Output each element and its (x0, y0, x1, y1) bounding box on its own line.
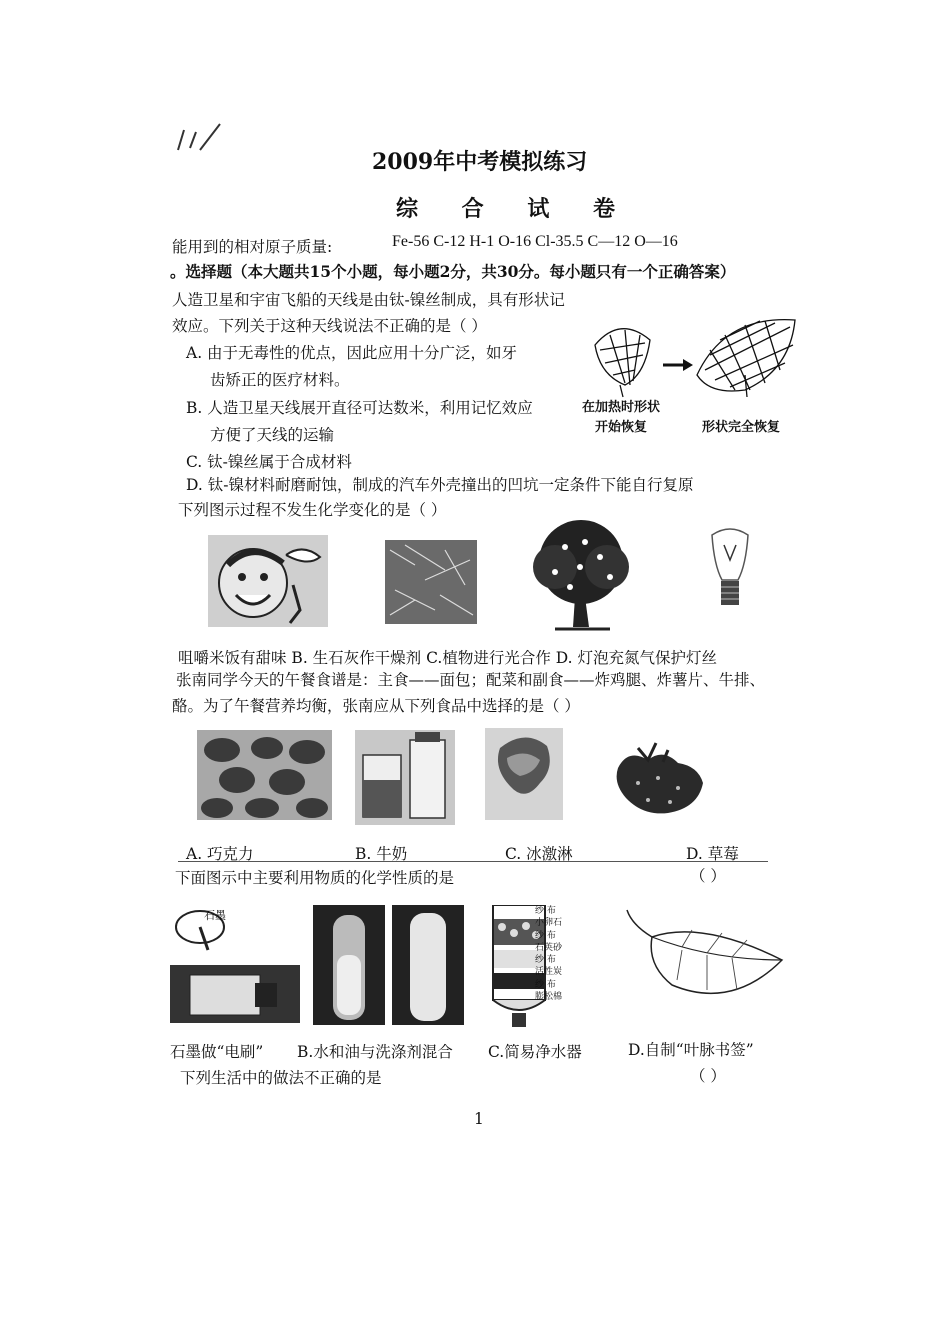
filter-label: 石英砂 (535, 942, 563, 953)
q2-stem: 下列图示过程不发生化学变化的是（ ） (178, 501, 447, 519)
q3-option-d: D. 草莓 (686, 845, 739, 863)
quicklime-image (385, 540, 477, 624)
q3-option-c: C. 冰激淋 (505, 845, 573, 863)
section-heading: 。选择题（本大题共15个小题，每小题2分，共30分。每小题只有一个正确答案） (170, 262, 736, 281)
q1-option-b-line2: 方便了天线的运输 (210, 426, 335, 444)
atomic-mass-values: Fe-56 C-12 H-1 O-16 Cl-35.5 C—12 O—16 (392, 233, 678, 250)
q5-stem: 下列生活中的做法不正确的是 (180, 1069, 382, 1087)
filter-label: 纱 布 (535, 979, 556, 990)
q4-option-b: B.水和油与洗涤剂混合 (297, 1043, 453, 1061)
water-oil-tube-1 (313, 905, 385, 1025)
q4-option-d: D.自制“叶脉书签” (628, 1041, 754, 1059)
filter-label: 纱 布 (535, 955, 556, 966)
q1-stem-line1: 人造卫星和宇宙飞船的天线是由钛-镍丝制成，具有形状记 (172, 291, 565, 309)
q4-paren: （ ） (690, 867, 726, 885)
antenna-caption-left-2: 开始恢复 (595, 420, 648, 435)
ice-cream-image (485, 728, 563, 820)
q1-option-c: C. 钛-镍丝属于合成材料 (186, 453, 352, 471)
graphite-brush-image (170, 905, 300, 1023)
q4-option-c: C.简易净水器 (488, 1043, 582, 1061)
water-oil-tube-2 (392, 905, 464, 1025)
q2-captions: 咀嚼米饭有甜味 B. 生石灰作干燥剂 C.植物进行光合作 D. 灯泡充氮气保护灯丝 (178, 649, 717, 667)
milk-image (355, 730, 455, 825)
antenna-caption-right: 形状完全恢复 (702, 420, 781, 435)
filter-label: 膨松棉 (535, 992, 563, 1003)
divider-line (178, 861, 768, 862)
atomic-mass-label: 能用到的相对原子质量: (172, 238, 333, 256)
page-number: 1 (474, 1110, 484, 1128)
filter-label: 纱 布 (535, 930, 556, 941)
q5-paren: （ ） (690, 1067, 726, 1085)
antenna-caption-left-1: 在加热时形状 (582, 400, 661, 415)
q4-option-a: 石墨做“电刷” (170, 1043, 264, 1061)
leaf-bookmark-image (612, 905, 792, 1015)
filter-label: 纱 布 (535, 906, 556, 916)
q3-stem-line2: 酪。为了午餐营养均衡，张南应从下列食品中选择的是（ ） (172, 697, 580, 715)
q3-stem-line1: 张南同学今天的午餐食谱是：主食——面包；配菜和副食——炸鸡腿、炸薯片、牛排、 (176, 671, 766, 689)
chocolate-image (197, 730, 332, 820)
filter-label: 小卵石 (535, 918, 563, 929)
graphite-label: 石墨 (204, 909, 226, 922)
filter-label: 活性炭 (535, 967, 563, 978)
q3-option-a: A. 巧克力 (186, 845, 254, 863)
page-subtitle: 综 合 试 卷 (396, 196, 633, 222)
antenna-shape-recovery-figure (585, 315, 805, 405)
pen-scribble-mark (170, 120, 230, 160)
q1-option-d: D. 钛-镍材料耐磨耐蚀，制成的汽车外壳撞出的凹坑一定条件下能自行复原 (186, 476, 694, 494)
light-bulb-image (702, 525, 758, 617)
plant-tree-image (525, 517, 637, 635)
q1-stem-line2: 效应。下列关于这种天线说法不正确的是（ ） (172, 317, 487, 335)
child-chewing-image (208, 535, 328, 627)
q4-stem: 下面图示中主要利用物质的化学性质的是 (175, 869, 455, 887)
q1-option-a-line2: 齿矫正的医疗材料。 (210, 371, 350, 389)
strawberry-image (608, 738, 718, 818)
q1-option-a-line1: A. 由于无毒性的优点，因此应用十分广泛，如牙 (186, 344, 518, 362)
q1-option-b-line1: B. 人造卫星天线展开直径可达数米，利用记忆效应 (186, 399, 533, 417)
page-title: 2009年中考模拟练习 (372, 149, 588, 175)
filter-labels (535, 905, 605, 1003)
q3-option-b: B. 牛奶 (355, 845, 408, 863)
